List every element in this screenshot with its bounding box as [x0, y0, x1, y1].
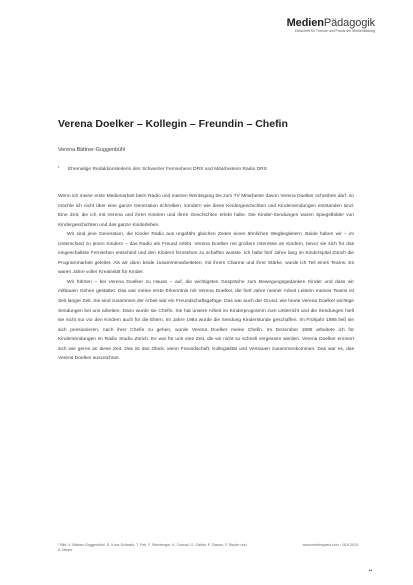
page-number: ••: [368, 568, 372, 573]
logo-subtitle: Zeitschrift für Theorie und Praxis der Medienbildung: [294, 29, 375, 33]
bio-marker: ¹: [58, 166, 60, 171]
paragraph: Wir sind jene Generation, die Kinder Radio aus ungefähr gleichen Zeiten einen ähnlichen Wegbegleitern. Beide haben wir – im Unterschied zu jenen Kindern – das Radio als Freund erlebt. Verena Doelker mit großem Interesse an Kindern, bevor sie sich für das eingeschaltete Fernsehen entschied und den Kindern fernsehen zu schaffen wusste. Ich habe fünf Jahre lang im Kinderspital Zürich die Programmarbeit geleitet. Als wir dann beide zusammenarbeiteten, mit ihrem Charme und ihrer Stärke, wurde ich Teil eines Teams. Es waren Jahre voller Kreativität für Kinder.: [58, 232, 354, 276]
journal-logo: [287, 17, 375, 34]
logo-bold: Medien: [286, 17, 324, 29]
article-title: Verena Doelker – Kollegin – Freundin – Chefin: [58, 118, 288, 130]
bio-text: Ehemalige Redaktionsleiterin des Schweizer Fernsehens DRS und Mitarbeiterin Radio DRS: [68, 167, 267, 172]
article-body: [58, 192, 354, 364]
logo-wordmark: [287, 17, 375, 29]
paragraph: Wir führten – bei Verena Doelker zu Hause – auf, die wichtigsten Gespräche zum Bewegungsgedanken Kinder und dass wir mitbauen Gehen gestattet. Das war meine erste Erkenntnis mit Verena Doelker, die fünf Jahre meiner Arbeit Leiterin meines Teams ist Seit langer Zeit. Sie sind zusammen der Arbeit war ein Freundschaftsgefüge. Das war auch der Grund, wie heute Verena Doelker wichtige Sendungen bei uns arbeiten. Dann wurde sie Chefin. Sie hat unsere Arbeit im Kinderprogramm zum Unterricht und die Sendungen hielt sie nicht nur vor den Kindern auch für die Eltern. Im Jahre 1984 wurde die Sendung Kinderstunde geschaffen. Im Frühjahr 1985 ließ sie sich pensionieren, nach ihrer Chefin zu gehen, wurde Verena Doelker meine Chefin. Im Dezember 1985 arbeitete ich für Kindersendungen im Radio Studio Zürich. Es war für uns eine Zeit, die wir nicht so schnell vergessen werden. Verena Doelker erinnert sich wie gerne an diese Zeit. Das ist das Glück, wenn Freundschaft, Kollegialität und Vertrauen zusammenkommen. Das war es, das Verena Doelker auszeichnet.: [58, 279, 354, 362]
paragraph: Wenn ich meine erste Medienarbeit beim Radio und meinen Werdegang bis zum TV Mitarbeiter davon Verena Doelker schreiben darf, so möchte ich nicht über eine ganze Generation schreiben, sondern wie diese Kindergeschichten und Kindersendungen entstanden sind. Eine Zeit, die ich mit Verena und ihren Kindern und ihren Geschichten erlebt habe. Die Kinder-Sendungen waren Spiegelbilder von Kindergeschichten und das ganze Kinderleben.: [58, 194, 354, 228]
footer-credits: ¹ Bild: V. Bättner-Guggenbühl, R. Kunz-Schwald, T. Frei, F. Steinberger, K. Conrad, G. Gähler, P. Gasser, F. Studer und A. Meyer: [58, 543, 247, 553]
article-byline: Verena Bättner-Guggenbühl: [58, 147, 126, 153]
footer-url[interactable]: www.medienpaed.com › 18.6.2015: [302, 543, 358, 547]
logo-light: Pädagogik: [323, 17, 375, 29]
author-bio: [58, 166, 358, 175]
